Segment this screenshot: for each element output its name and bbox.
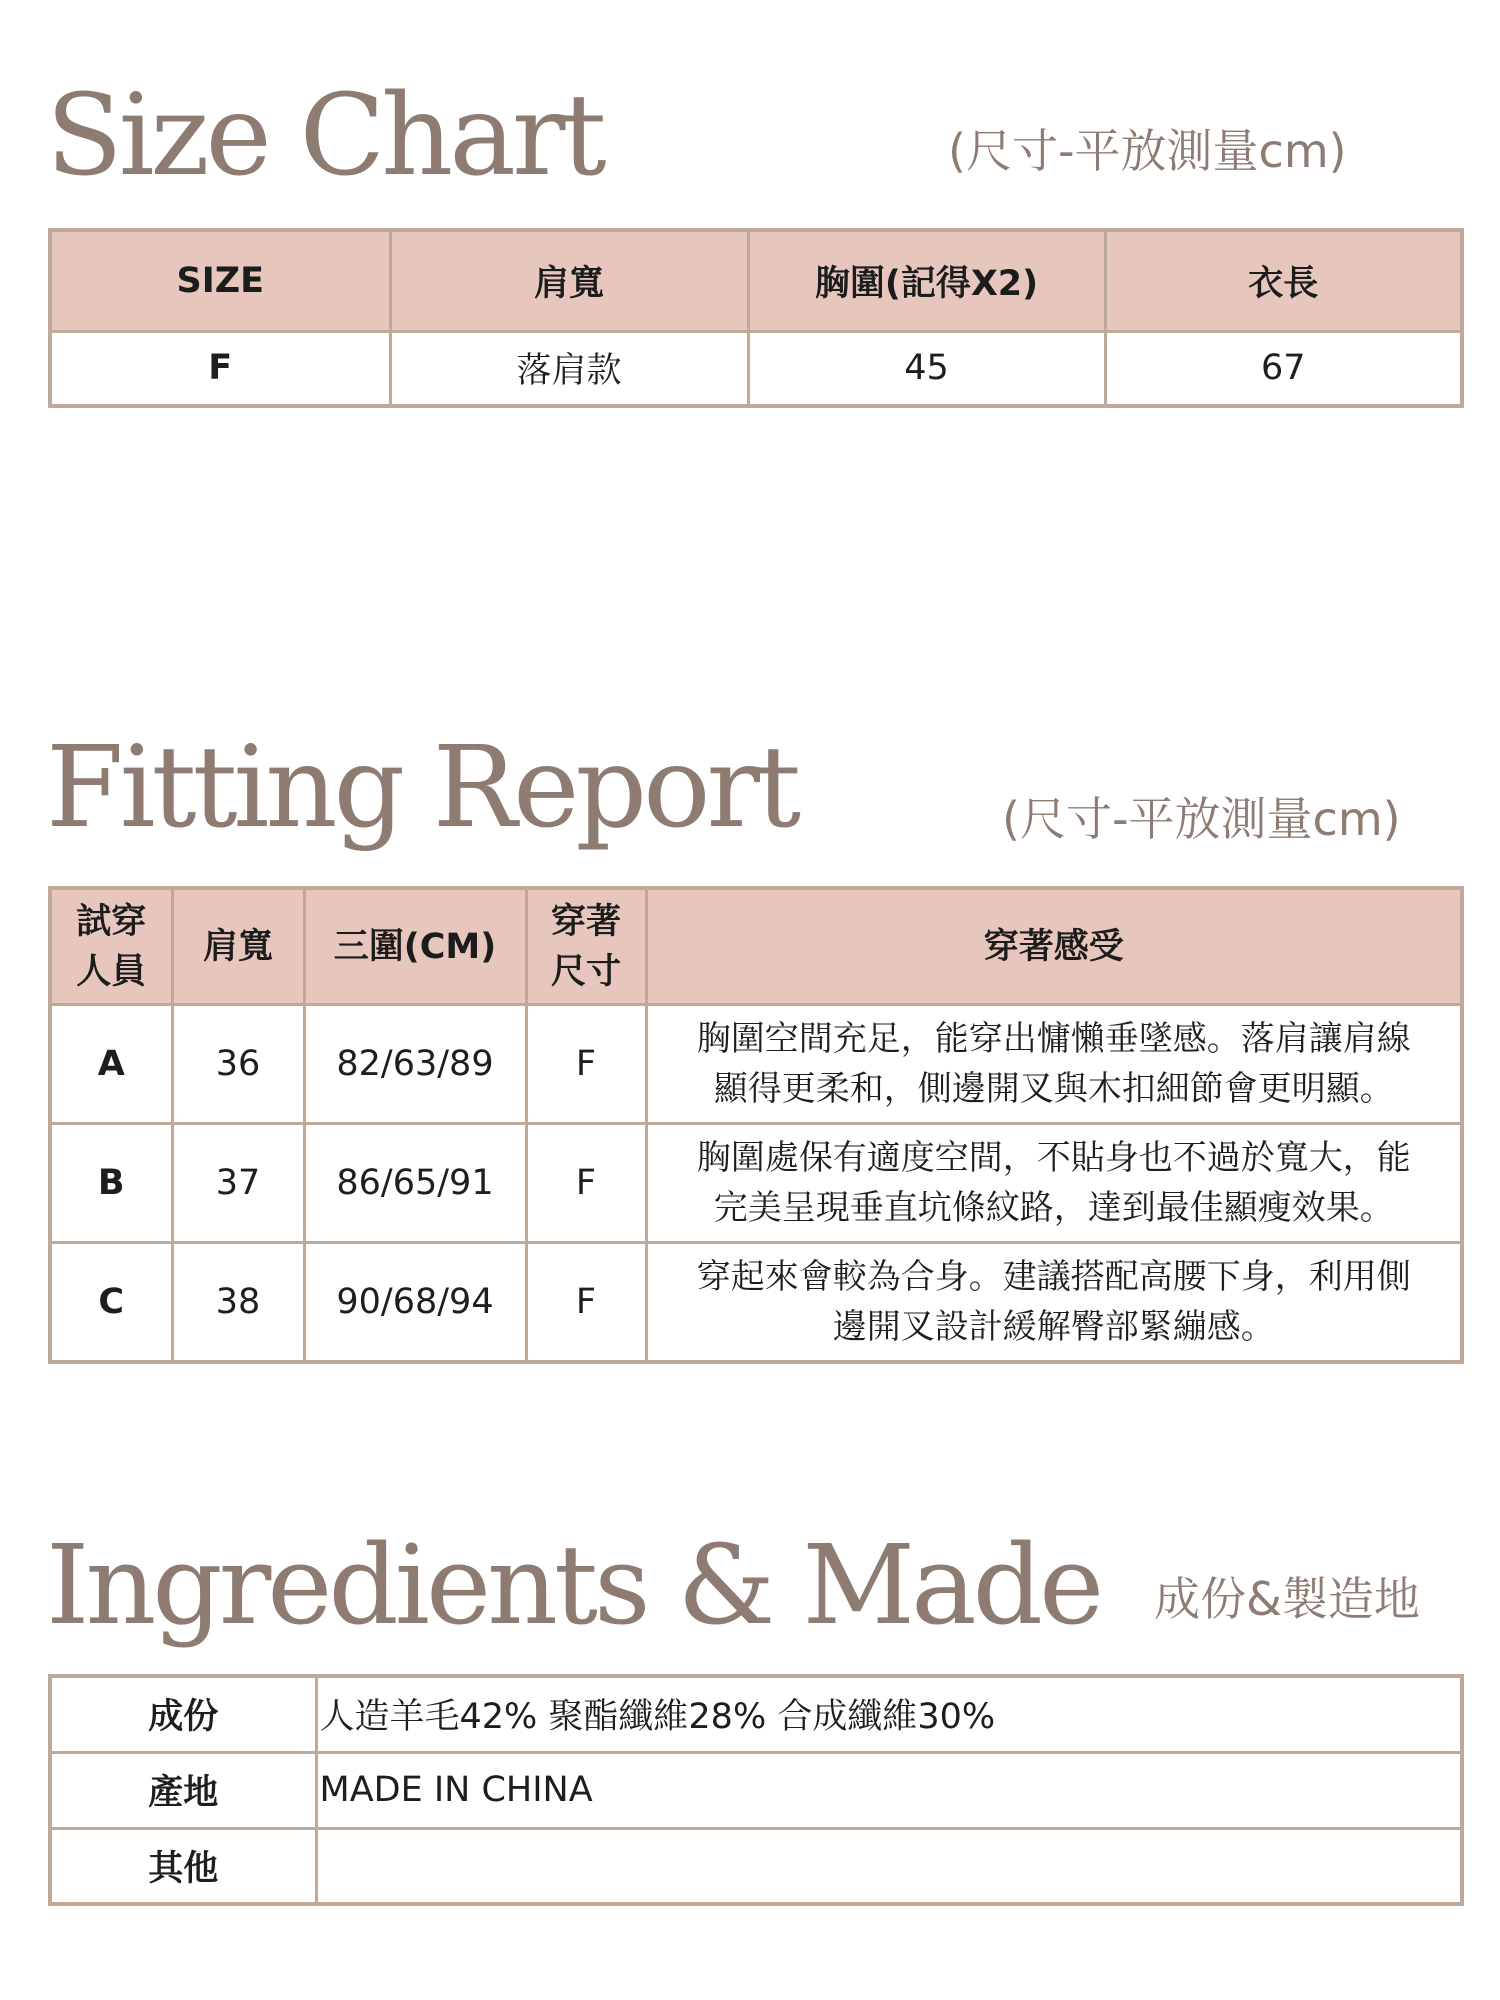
model-c: C	[50, 1243, 172, 1362]
other-label: 其他	[50, 1828, 316, 1904]
length-value: 67	[1105, 331, 1462, 406]
origin-value: MADE IN CHINA	[316, 1752, 1462, 1828]
table-row	[50, 1005, 1462, 1124]
shoulder-c: 38	[172, 1243, 304, 1362]
size-chart-subtitle: (尺寸-平放測量cm)	[948, 124, 1347, 178]
fitting-report-title: Fitting Report	[46, 723, 798, 853]
feeling-c	[646, 1243, 1462, 1362]
size-chart-title: Size Chart	[46, 71, 603, 201]
ingredients-subtitle: 成份&製造地	[1154, 1572, 1420, 1626]
header-model	[50, 888, 172, 1005]
table-row	[50, 331, 1462, 406]
measurements-a: 82/63/89	[304, 1005, 526, 1124]
feeling-c-line1: 穿起來會較為合身。建議搭配高腰下身，利用側	[696, 1257, 1411, 1298]
feeling-a-line2: 顯得更柔和，側邊開叉與木扣細節會更明顯。	[713, 1069, 1394, 1110]
table-row	[50, 1752, 1462, 1828]
feeling-b-line1: 胸圍處保有適度空間，不貼身也不過於寬大，能	[696, 1138, 1411, 1179]
origin-label: 產地	[50, 1752, 316, 1828]
feeling-c-line2: 邊開叉設計緩解臀部緊繃感。	[832, 1307, 1275, 1348]
header-size-line1: 穿著	[550, 901, 621, 942]
header-model-line1: 試穿	[76, 901, 147, 942]
header-size-line2: 尺寸	[550, 951, 621, 992]
feeling-b	[646, 1124, 1462, 1243]
size-chart-table	[48, 228, 1464, 408]
header-shoulder: 肩寬	[390, 230, 748, 331]
fitting-report-table	[48, 886, 1464, 1364]
size-b: F	[526, 1124, 646, 1243]
header-length: 衣長	[1105, 230, 1462, 331]
table-row	[50, 1124, 1462, 1243]
measurements-c: 90/68/94	[304, 1243, 526, 1362]
feeling-b-line2: 完美呈現垂直坑條紋路，達到最佳顯瘦效果。	[713, 1188, 1394, 1229]
size-value: F	[50, 331, 390, 406]
header-chest: 胸圍(記得X2)	[748, 230, 1105, 331]
shoulder-b: 37	[172, 1124, 304, 1243]
header-size: SIZE	[50, 230, 390, 331]
header-measurements: 三圍(CM)	[304, 888, 526, 1005]
header-model-line2: 人員	[76, 951, 147, 992]
size-c: F	[526, 1243, 646, 1362]
size-chart-header-row	[50, 230, 1462, 331]
model-b: B	[50, 1124, 172, 1243]
header-feeling: 穿著感受	[646, 888, 1462, 1005]
shoulder-a: 36	[172, 1005, 304, 1124]
composition-value: 人造羊毛42% 聚酯纖維28% 合成纖維30%	[316, 1676, 1462, 1752]
table-row	[50, 1243, 1462, 1362]
size-a: F	[526, 1005, 646, 1124]
other-value	[316, 1828, 1462, 1904]
composition-label: 成份	[50, 1676, 316, 1752]
ingredients-title: Ingredients & Made	[46, 1521, 1101, 1649]
fitting-report-subtitle: (尺寸-平放測量cm)	[1002, 792, 1401, 846]
feeling-a	[646, 1005, 1462, 1124]
ingredients-table	[48, 1674, 1464, 1906]
shoulder-value: 落肩款	[390, 331, 748, 406]
header-shoulder: 肩寬	[172, 888, 304, 1005]
feeling-a-line1: 胸圍空間充足，能穿出慵懶垂墜感。落肩讓肩線	[696, 1019, 1411, 1060]
chest-value: 45	[748, 331, 1105, 406]
fitting-header-row	[50, 888, 1462, 1005]
table-row	[50, 1828, 1462, 1904]
model-a: A	[50, 1005, 172, 1124]
table-row	[50, 1676, 1462, 1752]
header-worn-size	[526, 888, 646, 1005]
measurements-b: 86/65/91	[304, 1124, 526, 1243]
